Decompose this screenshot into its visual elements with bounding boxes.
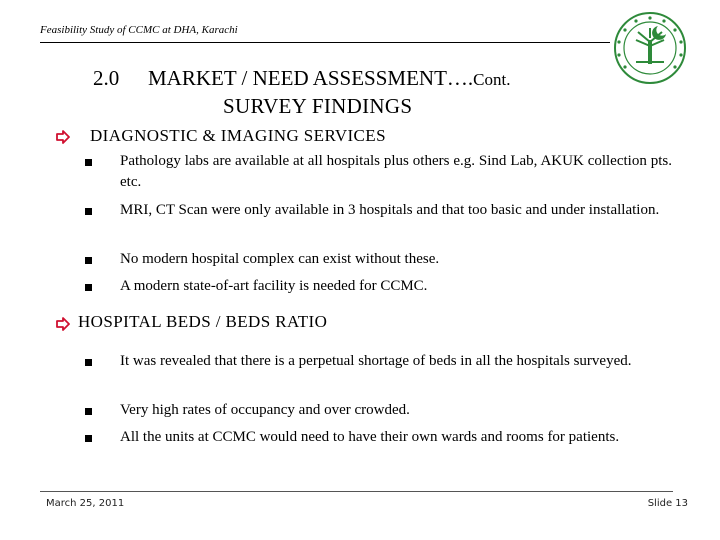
arrow-right-icon	[56, 317, 70, 331]
square-bullet-icon	[85, 435, 92, 442]
header-divider	[40, 42, 610, 43]
list-item: It was revealed that there is a perpetual shortage of beds in all the hospitals surveyed.	[120, 353, 632, 369]
slide-number: Slide 13	[647, 498, 688, 509]
square-bullet-icon	[85, 257, 92, 264]
title-cont: Cont.	[473, 70, 511, 89]
square-bullet-icon	[85, 408, 92, 415]
square-bullet-icon	[85, 208, 92, 215]
title-main: MARKET / NEED ASSESSMENT….	[148, 66, 474, 90]
list-item: MRI, CT Scan were only available in 3 hospitals and that too basic and under installation.	[120, 202, 660, 218]
header-text: Feasibility Study of CCMC at DHA, Karachi	[40, 24, 238, 36]
section-heading-beds: HOSPITAL BEDS / BEDS RATIO	[78, 312, 328, 331]
list-item: Pathology labs are available at all hospitals plus others e.g. Sind Lab, AKUK collection pts. etc.	[120, 153, 672, 190]
square-bullet-icon	[85, 359, 92, 366]
square-bullet-icon	[85, 159, 92, 166]
list-item: Very high rates of occupancy and over crowded.	[120, 402, 410, 418]
section-heading-diagnostic: DIAGNOSTIC & IMAGING SERVICES	[90, 126, 386, 145]
emblem-logo	[612, 10, 688, 86]
slide-subtitle: SURVEY FINDINGS	[223, 94, 413, 118]
list-item: All the units at CCMC would need to have their own wards and rooms for patients.	[120, 429, 620, 445]
list-item: No modern hospital complex can exist without these.	[120, 251, 440, 267]
section-number: 2.0	[93, 66, 120, 90]
slide-title	[93, 66, 510, 91]
footer-divider	[40, 491, 673, 492]
arrow-right-icon	[56, 130, 70, 144]
square-bullet-icon	[85, 284, 92, 291]
list-item: A modern state-of-art facility is needed for CCMC.	[120, 278, 428, 294]
footer-date: March 25, 2011	[46, 498, 125, 509]
